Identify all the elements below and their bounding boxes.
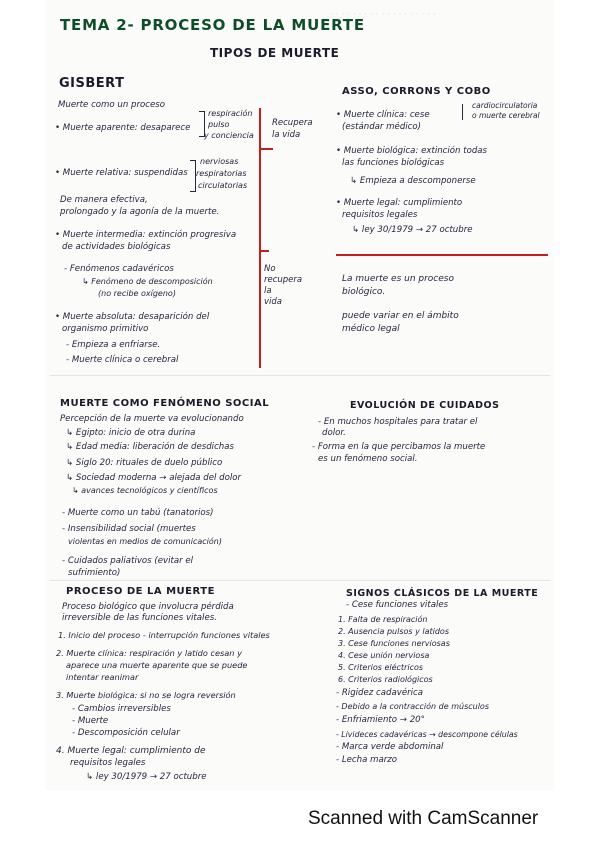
proceso-line: 3. Muerte biológica: si no se logra reversión [56,690,236,700]
asso-line: • Muerte biológica: extinción todas [336,146,488,156]
asso-line: (estándar médico) [342,122,422,132]
social-line: ↳ Siglo 20: rituales de duelo público [66,458,223,468]
social-line: ↳ avances tecnológicos y científicos [72,486,218,495]
proceso-line: - Muerte [72,716,109,726]
signos-line: - Marca verde abdominal [336,742,444,752]
camscanner-watermark: Scanned with CamScanner [308,808,539,829]
gisbert-line: De manera efectiva, [60,195,148,205]
proceso-line: irreversible de las funciones vitales. [62,613,217,623]
no-recupera-label: recupera [264,275,303,285]
gisbert-aparente-item: y conciencia [204,131,254,140]
proceso-line: 1. Inicio del proceso - interrupción funciones vitales [58,630,270,640]
signos-line: 3. Cese funciones nerviosas [338,639,450,648]
social-line: violentas en medios de comunicación) [68,537,222,546]
proceso-line: intentar reanimar [66,672,139,682]
signos-line: - Livideces cadavéricas → descompone células [336,730,518,739]
social-line: ↳ Egipto: inicio de otra durina [66,428,196,438]
signos-heading: SIGNOS CLÁSICOS DE LA MUERTE [346,588,539,599]
asso-proceso-line: biológico. [342,287,386,297]
gisbert-aparente-item: pulso [208,120,230,129]
proceso-heading: PROCESO DE LA MUERTE [66,586,215,597]
signos-line: - Lecha marzo [336,755,398,765]
asso-line: requisitos legales [342,210,418,220]
bleed-through-text: · · · · · · · · · · · · · · · · · · · [330,10,436,20]
signos-line: 2. Ausencia pulsos y latidos [338,627,449,636]
asso-proceso-line: La muerte es un proceso [342,274,454,284]
gisbert-line: • Muerte aparente: desaparece [55,123,191,133]
gisbert-relativa-item: nerviosas [200,157,239,166]
social-line: ↳ Edad media: liberación de desdichas [66,442,234,452]
gisbert-line: de actividades biológicas [62,242,171,252]
asso-clinica-note: o muerte cerebral [472,111,540,120]
brace [462,104,467,120]
gisbert-line: • Muerte intermedia: extinción progresiva [55,230,237,240]
asso-heading: ASSO, CORRONS Y COBO [342,86,491,97]
proceso-line: - Descomposición celular [72,728,180,738]
cuidados-line: es un fenómeno social. [318,454,418,464]
social-line: - Insensibilidad social (muertes [62,524,196,534]
asso-line: • Muerte clínica: cese [336,110,430,120]
social-line: - Cuidados paliativos (evitar el [62,556,194,566]
signos-line: 1. Falta de respiración [338,615,428,624]
no-recupera-label: la [264,286,272,296]
signos-line: - Rigidez cadavérica [336,688,424,698]
proceso-line: 4. Muerte legal: cumplimiento de [56,746,206,756]
social-line: sufrimiento) [68,568,121,578]
gisbert-line: - Empieza a enfriarse. [66,340,161,350]
signos-line: - Enfriamiento → 20° [336,715,425,725]
page-title: TEMA 2- PROCESO DE LA MUERTE [60,16,365,34]
signos-line: - Debido a la contracción de músculos [336,702,489,711]
cuidados-line: - Forma en la que percibamos la muerte [312,442,486,452]
asso-line: las funciones biológicas [342,158,445,168]
gisbert-line: (no recibe oxígeno) [98,289,176,298]
gisbert-relativa-item: respiratorias [196,169,247,178]
cuidados-line: - En muchos hospitales para tratar el [318,417,478,427]
signos-line: - Cese funciones vitales [346,600,449,610]
red-underline [336,254,548,256]
signos-line: 6. Criterios radiológicos [338,675,433,684]
proceso-line: ↳ ley 30/1979 → 27 octubre [86,772,207,782]
proceso-line: 2. Muerte clínica: respiración y latido cesan y [56,648,242,658]
no-recupera-label: No [264,264,276,274]
red-tick [259,148,273,150]
section-divider [50,580,550,581]
red-tick [259,250,269,252]
section-divider [50,375,550,376]
gisbert-aparente-item: respiración [208,109,253,118]
social-line: Percepción de la muerte va evolucionando [60,414,244,424]
social-line: - Muerte como un tabú (tanatorios) [62,508,214,518]
gisbert-relativa-item: circulatorias [198,181,248,190]
asso-line: ↳ ley 30/1979 → 27 octubre [352,225,473,235]
gisbert-line: ↳ Fenómeno de descomposición [82,277,213,286]
social-line: ↳ Sociedad moderna → alejada del dolor [66,473,242,483]
gisbert-line: - Muerte clínica o cerebral [66,355,179,365]
gisbert-heading: GISBERT [59,76,125,91]
signos-line: 5. Criterios eléctricos [338,663,424,672]
asso-proceso-line: médico legal [342,324,400,334]
page-subtitle: TIPOS DE MUERTE [210,46,340,60]
red-divider-line [259,108,261,368]
cuidados-heading: EVOLUCIÓN DE CUIDADOS [350,400,500,411]
gisbert-line: Muerte como un proceso [58,100,166,110]
asso-line: • Muerte legal: cumplimiento [336,198,463,208]
social-heading: MUERTE COMO FENÓMENO SOCIAL [60,398,270,409]
asso-proceso-line: puede variar en el ámbito [342,311,459,321]
cuidados-line: dolor. [322,428,346,438]
gisbert-line: prolongado y la agonía de la muerte. [60,207,220,217]
asso-clinica-note: cardiocirculatoria [472,101,538,110]
no-recupera-label: vida [264,297,282,307]
recupera-label: la vida [272,130,301,140]
gisbert-line: • Muerte relativa: suspendidas [55,168,188,178]
gisbert-line: - Fenómenos cadavéricos [64,264,174,274]
proceso-line: requisitos legales [70,758,146,768]
recupera-label: Recupera [272,118,313,128]
proceso-line: Proceso biológico que involucra pérdida [62,602,234,612]
signos-line: 4. Cese unión nerviosa [338,651,430,660]
asso-line: ↳ Empieza a descomponerse [350,176,476,186]
gisbert-line: organismo primitivo [62,324,149,334]
gisbert-line: • Muerte absoluta: desaparición del [55,312,210,322]
proceso-line: - Cambios irreversibles [72,704,171,714]
proceso-line: aparece una muerte aparente que se puede [66,660,248,670]
